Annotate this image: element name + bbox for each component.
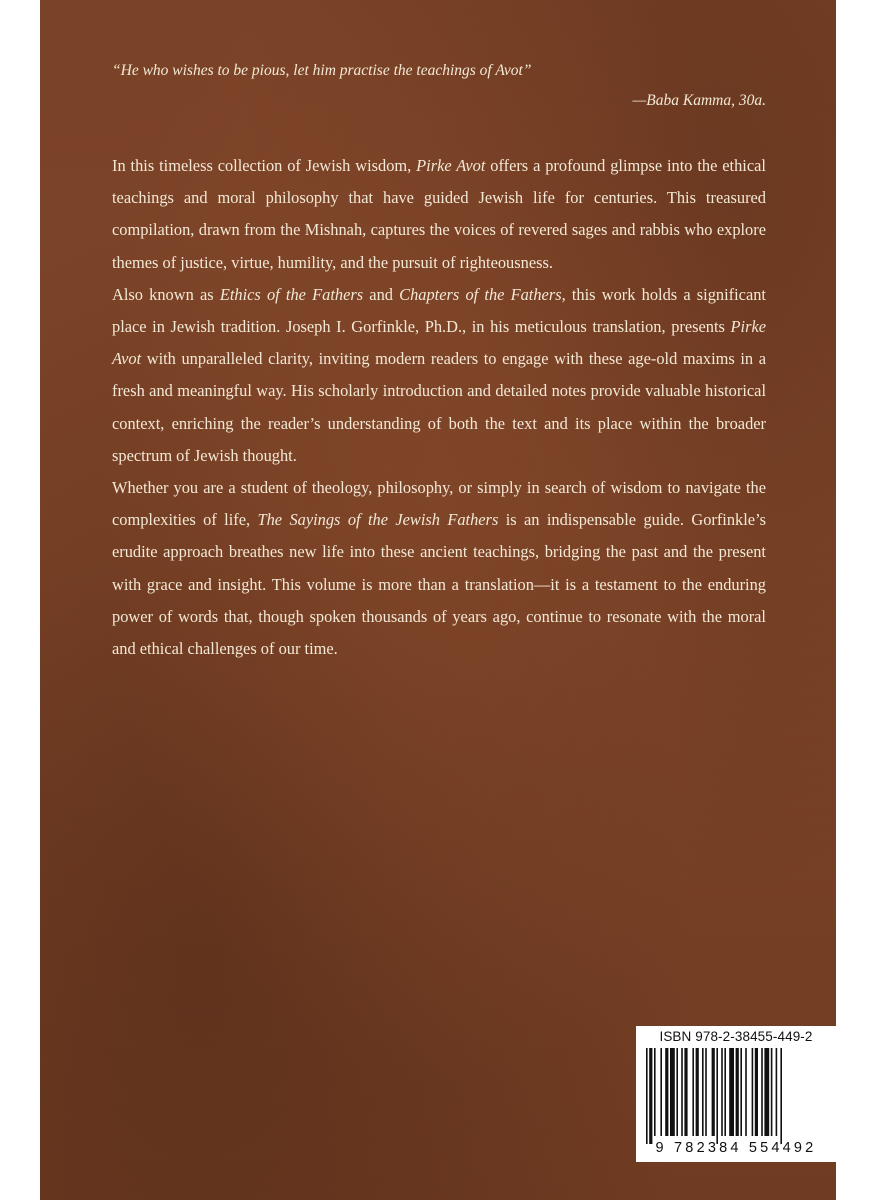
back-cover <box>40 0 836 1200</box>
barcode-bar <box>684 1048 687 1136</box>
blurb-paragraph-1 <box>112 150 766 279</box>
title-sayings-of-the-jewish-fathers: The Sayings of the Jewish Fathers <box>257 510 499 530</box>
barcode-bar <box>665 1048 668 1136</box>
barcode-bar <box>761 1048 763 1136</box>
blurb-paragraph-3 <box>112 472 766 665</box>
text-run: , this work holds a significant place in Jewish tradition. Joseph I. Gorfinkle, Ph.D., in his meticulous translation, presents <box>112 284 766 337</box>
barcode-bar <box>721 1048 723 1136</box>
text-run: and <box>363 284 400 304</box>
barcode-bar <box>705 1048 707 1136</box>
barcode-bar <box>681 1048 683 1136</box>
barcode-bar <box>712 1048 715 1136</box>
barcode-bar <box>676 1048 678 1136</box>
barcode-bar <box>729 1048 734 1136</box>
barcode-bar <box>702 1048 704 1136</box>
text-run: Whether you are a student of theology, philosophy, or simply in search of wisdom to navigate the complexities of life, <box>112 478 766 530</box>
barcode-bar <box>736 1048 739 1136</box>
barcode-bars <box>646 1048 828 1144</box>
barcode-bar <box>776 1048 778 1136</box>
barcode-bar <box>745 1048 747 1136</box>
text-run: is an indispensable guide. Gorfinkle’s erudite approach breathes new life into these ancient teachings, bridging the past and the present with grace and insight. This volume is more than a translation—it is a testament to the enduring power of words that, though spoken thousands of years ago, continue to resonate with the moral and ethical challenges of our time. <box>112 510 767 659</box>
barcode-bar <box>716 1048 718 1144</box>
blurb <box>112 150 766 665</box>
barcode-bar <box>752 1048 754 1136</box>
barcode-bar <box>771 1048 773 1136</box>
title-chapters-of-the-fathers: Chapters of the Fathers <box>399 284 562 304</box>
text-run: In this timeless collection of Jewish wisdom, <box>112 156 417 175</box>
barcode-bar <box>670 1048 675 1136</box>
text-run: Also known as <box>112 284 220 304</box>
epigraph <box>112 62 766 110</box>
barcode-bar <box>780 1048 782 1144</box>
barcode-bar <box>764 1048 769 1136</box>
barcode-bar <box>696 1048 699 1136</box>
blurb-paragraph-2 <box>112 279 766 472</box>
barcode-bar <box>692 1048 694 1136</box>
barcode-bar <box>646 1048 648 1144</box>
title-pirke-avot: Pirke Avot <box>112 317 766 369</box>
isbn-barcode <box>636 1026 836 1162</box>
title-ethics-of-the-fathers: Ethics of the Fathers <box>219 284 364 304</box>
barcode-digits: 9 782384 554492 <box>655 1140 817 1156</box>
epigraph-attribution: —Baba Kamma, 30a. <box>632 92 766 109</box>
isbn-label: ISBN 978-2-38455-449-2 <box>659 1029 813 1044</box>
text-run: with unparalleled clarity, inviting modern readers to engage with these age-old maxims in a fresh and meaningful way. His scholarly introduction and detailed notes provide valuable historical context, enriching the reader’s understanding of both the text and its place within the broader spectrum of Jewish thought. <box>112 349 766 465</box>
barcode-bar <box>724 1048 726 1136</box>
barcode-bar <box>755 1048 758 1136</box>
text-run: offers a profound glimpse into the ethical teachings and moral philosophy that have guided Jewish life for centuries. This treasured compilation, drawn from the Mishnah, captures the voices of revered sages and rabbis who explore themes of justice, virtue, humility, and the pursuit of righteousness. <box>112 156 766 272</box>
barcode-bar <box>649 1048 652 1144</box>
barcode-bar <box>660 1048 662 1136</box>
title-pirke-avot: Pirke Avot <box>416 156 486 175</box>
epigraph-quote: “He who wishes to be pious, let him practise the teachings of Avot” <box>112 62 532 79</box>
barcode-bar <box>740 1048 742 1136</box>
barcode-bar <box>654 1048 656 1136</box>
